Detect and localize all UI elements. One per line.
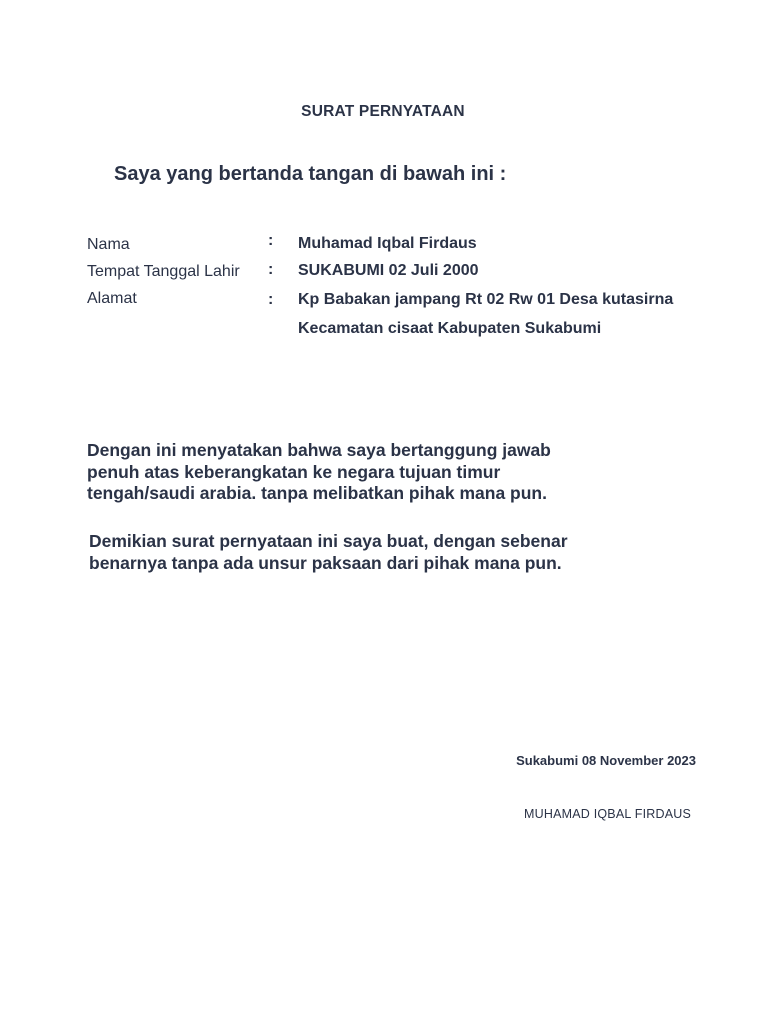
statement-line: Dengan ini menyatakan bahwa saya bertanggung jawab (87, 440, 551, 460)
field-colon-nama: : (268, 232, 274, 249)
field-label-alamat: Alamat (87, 290, 137, 307)
signer-name: MUHAMAD IQBAL FIRDAUS (524, 807, 691, 821)
statement-line: penuh atas keberangkatan ke negara tujuan timur (87, 461, 501, 482)
document-title: SURAT PERNYATAAN (301, 103, 465, 120)
statement-line: tengah/saudi arabia. tanpa melibatkan pihak mana pun. (87, 483, 547, 503)
closing-paragraph (89, 531, 568, 574)
intro-line: Saya yang bertanda tangan di bawah ini : (114, 163, 507, 185)
field-colon-ttl: : (268, 261, 274, 278)
closing-line: Demikian surat pernyataan ini saya buat, dengan sebenar (89, 531, 568, 551)
field-value-ttl: SUKABUMI 02 Juli 2000 (298, 262, 479, 279)
closing-line: benarnya tanpa ada unsur paksaan dari pihak mana pun. (89, 552, 562, 573)
place-date: Sukabumi 08 November 2023 (516, 753, 696, 768)
field-value-nama: Muhamad Iqbal Firdaus (298, 235, 477, 252)
field-label-nama: Nama (87, 236, 130, 253)
field-value-alamat-line1: Kp Babakan jampang Rt 02 Rw 01 Desa kutasirna (298, 291, 674, 308)
field-label-ttl: Tempat Tanggal Lahir (87, 263, 240, 280)
statement-paragraph (87, 440, 551, 505)
field-colon-alamat: : (268, 291, 274, 308)
field-value-alamat-line2: Kecamatan cisaat Kabupaten Sukabumi (298, 320, 602, 337)
